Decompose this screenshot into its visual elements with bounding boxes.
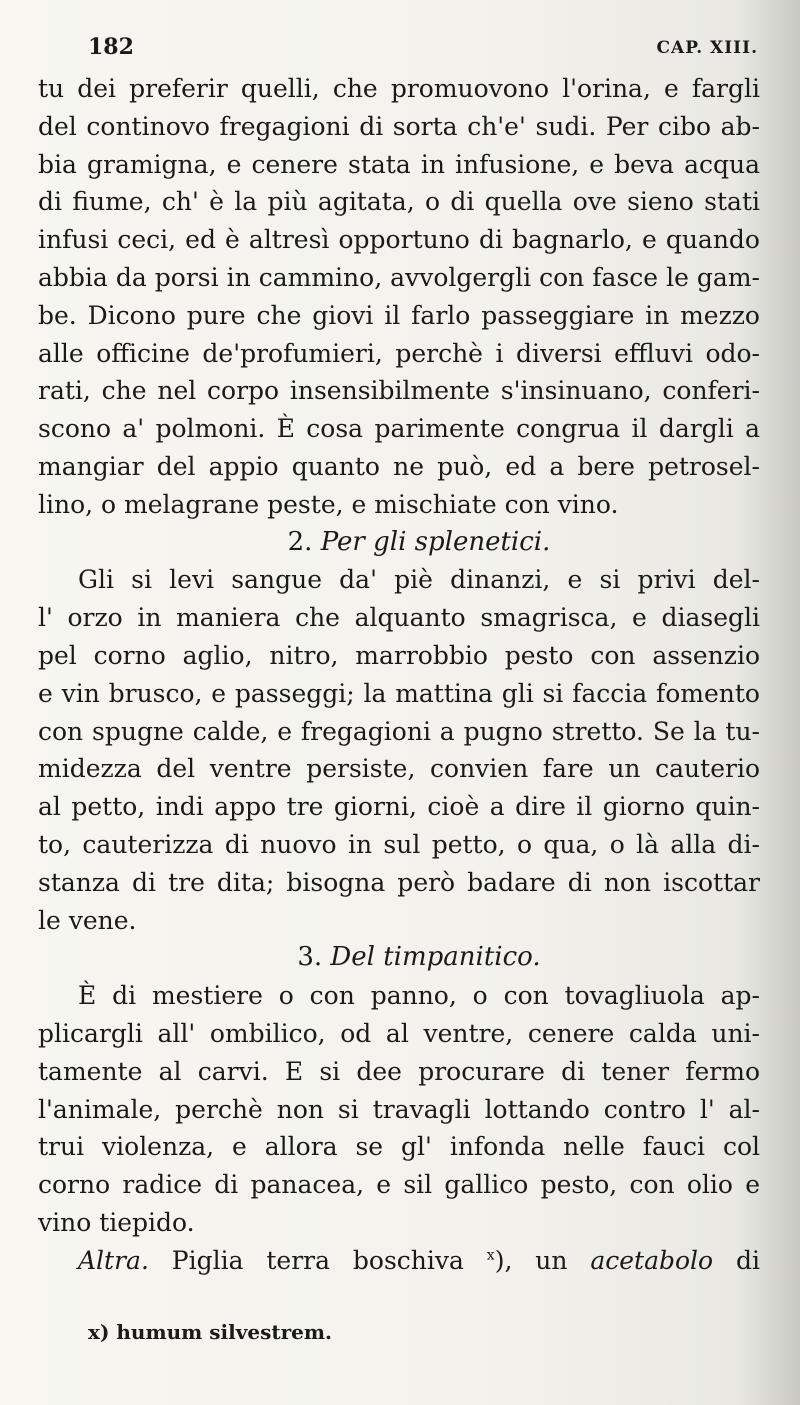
text-line: del continovo fregagioni di sorta ch'e' sudi. Per cibo ab- xyxy=(38,111,760,141)
text-line: e vin brusco, e passeggi; la mattina gli si faccia fomento xyxy=(38,678,760,708)
text-line: l'animale, perchè non si travagli lottando contro l' al- xyxy=(38,1094,760,1124)
text-line: trui violenza, e allora se gl' infonda nelle fauci col xyxy=(38,1132,760,1162)
section-title: Per gli splenetici. xyxy=(320,526,551,557)
paragraph-3 xyxy=(38,977,760,1242)
text-line: È di mestiere o con panno, o con tovagliuola ap- xyxy=(78,981,760,1011)
text-line: Gli si levi sangue da' piè dinanzi, e si privi del- xyxy=(78,565,760,595)
text-line: al petto, indi appo tre giorni, cioè a dire il giorno quin- xyxy=(38,792,760,822)
section-number: 3. xyxy=(297,942,323,973)
recipe-label: Altra. xyxy=(78,1245,149,1275)
text-line: infusi ceci, ed è altresì opportuno di bagnarlo, e quando xyxy=(38,225,760,255)
text-line: con spugne calde, e fregagioni a pugno stretto. Se la tu- xyxy=(38,716,760,746)
page-header xyxy=(38,30,758,64)
recipe-line xyxy=(38,1242,760,1280)
page-number: 182 xyxy=(88,34,134,60)
text-line: vino tiepido. xyxy=(38,1207,195,1237)
recipe-text: ), un xyxy=(494,1245,568,1275)
text-line: to, cauterizza di nuovo in sul petto, o qua, o là alla di- xyxy=(38,829,760,859)
text-line: mangiar del appio quanto ne può, ed a bere petrosel- xyxy=(38,451,760,481)
text-line: lino, o melagrane peste, e mischiate con vino. xyxy=(38,489,619,519)
section-heading-3 xyxy=(38,939,760,977)
footnote-text: ) humum silvestrem. xyxy=(99,1320,332,1344)
text-line: midezza del ventre persiste, convien fare un cauterio xyxy=(38,754,760,784)
footnote-mark: x xyxy=(88,1320,100,1344)
text-line: bia gramigna, e cenere stata in infusione, e beva acqua xyxy=(38,149,760,179)
text-line: rati, che nel corpo insensibilmente s'insinuano, conferi- xyxy=(38,376,760,406)
text-line: stanza di tre dita; bisogna però badare di non iscottar xyxy=(38,867,760,897)
page-body xyxy=(38,70,760,1280)
section-number: 2. xyxy=(287,526,313,557)
text-line: scono a' polmoni. È cosa parimente congrua il dargli a xyxy=(38,414,760,444)
footnote xyxy=(88,1320,332,1344)
footnote-mark: x xyxy=(486,1247,495,1264)
paragraph-2 xyxy=(38,561,760,939)
paragraph-1 xyxy=(38,70,760,524)
text-line: l' orzo in maniera che alquanto smagrisca, e diasegli xyxy=(38,603,760,633)
text-line: pel corno aglio, nitro, marrobbio pesto con assenzio xyxy=(38,640,760,670)
recipe-text: Piglia terra boschiva xyxy=(171,1245,464,1275)
recipe-text: di xyxy=(735,1245,760,1275)
text-line: abbia da porsi in cammino, avvolgergli con fasce le gam- xyxy=(38,262,760,292)
text-line: di fiume, ch' è la più agitata, o di quella ove sieno stati xyxy=(38,187,760,217)
text-line: be. Dicono pure che giovi il farlo passeggiare in mezzo xyxy=(38,300,760,330)
section-heading-2 xyxy=(38,524,760,562)
text-line: plicargli all' ombilico, od al ventre, cenere calda uni- xyxy=(38,1018,760,1048)
chapter-label: CAP. XIII. xyxy=(656,38,758,58)
text-line: alle officine de'profumieri, perchè i diversi effluvi odo- xyxy=(38,338,760,368)
text-line: corno radice di panacea, e sil gallico pesto, con olio e xyxy=(38,1170,760,1200)
text-line: le vene. xyxy=(38,905,137,935)
section-title: Del timpanitico. xyxy=(330,942,541,973)
text-line: tamente al carvi. E si dee procurare di tener fermo xyxy=(38,1056,760,1086)
text-line: tu dei preferir quelli, che promuovono l'orina, e fargli xyxy=(38,74,760,103)
recipe-italic-word: acetabolo xyxy=(590,1245,714,1275)
